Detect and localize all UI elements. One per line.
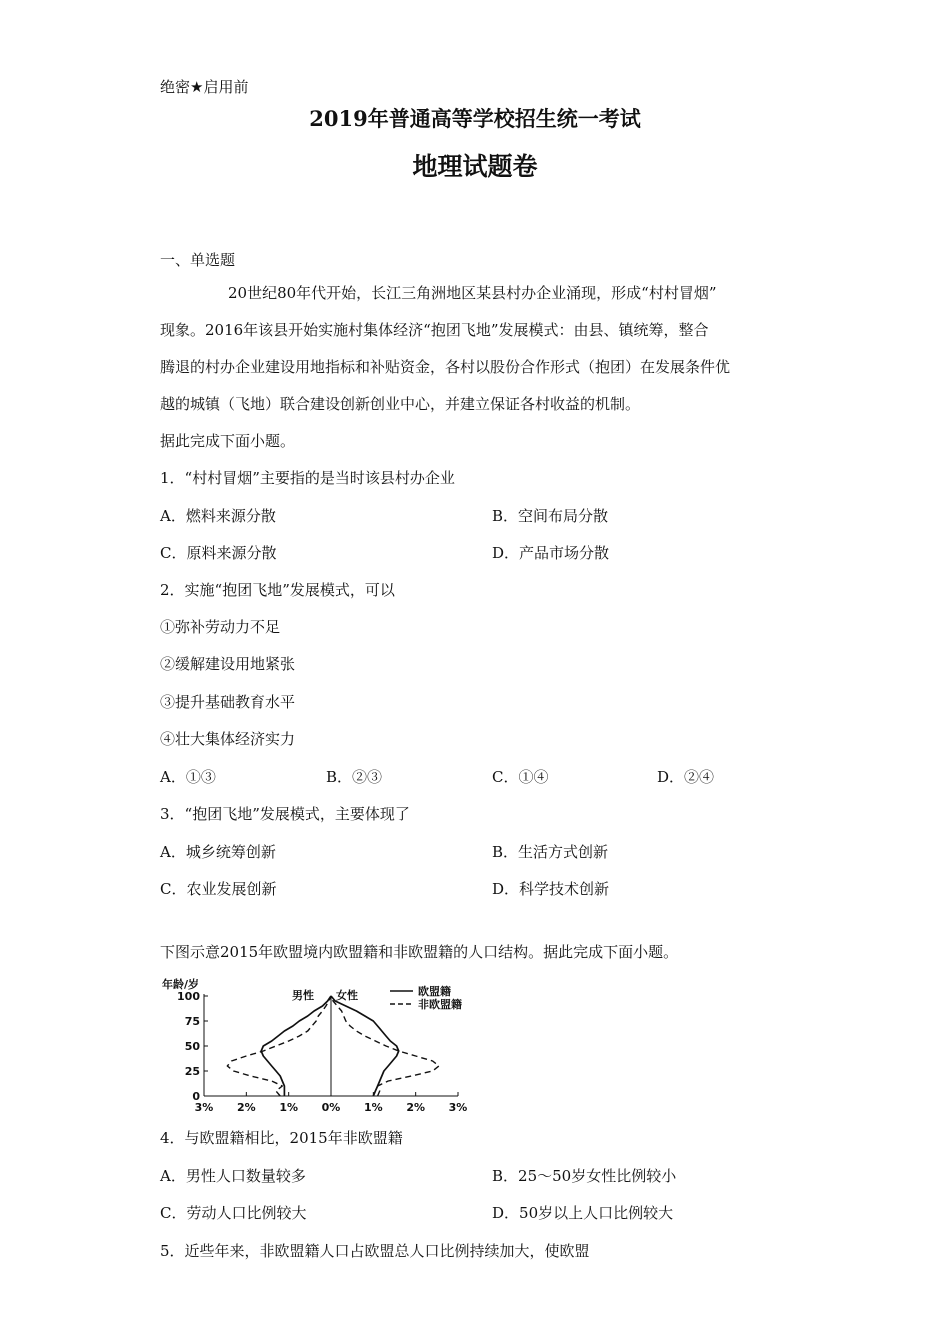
- q3-option-a: A．城乡统筹创新: [160, 843, 276, 861]
- q2-item: ③提升基础教育水平: [160, 693, 296, 711]
- x-tick-label: 1%: [363, 1101, 383, 1114]
- population-pyramid-chart: [158, 972, 488, 1118]
- x-tick-label: 2%: [406, 1101, 426, 1114]
- x-tick-label: 2%: [236, 1101, 256, 1114]
- y-axis-label: 年龄/岁: [162, 978, 200, 991]
- x-tick-label: 3%: [448, 1101, 468, 1114]
- q4-option-d: D．50岁以上人口比例较大: [492, 1204, 674, 1222]
- q2-item: ②缓解建设用地紧张: [160, 655, 296, 673]
- male-label: 男性: [292, 989, 314, 1002]
- y-tick-label: 0: [192, 1090, 200, 1103]
- legend-eu: 欧盟籍: [418, 985, 451, 998]
- question-3-stem: 3．“抱团飞地”发展模式，主要体现了: [160, 805, 410, 823]
- q2-option-c: C．①④: [492, 768, 549, 786]
- q2-option-a: A．①③: [160, 768, 216, 786]
- y-tick-label: 100: [177, 990, 200, 1003]
- passage-line: 腾退的村办企业建设用地指标和补贴资金，各村以股份合作形式（抱团）在发展条件优: [160, 358, 731, 376]
- question-2-stem: 2．实施“抱团飞地”发展模式，可以: [160, 581, 395, 599]
- q4-option-c: C．劳动人口比例较大: [160, 1204, 307, 1222]
- exam-title: 2019年普通高等学校招生统一考试: [309, 106, 641, 131]
- q1-option-d: D．产品市场分散: [492, 544, 610, 562]
- q3-option-d: D．科学技术创新: [492, 880, 610, 898]
- section-heading: 一、单选题: [160, 251, 236, 269]
- x-tick-label: 1%: [279, 1101, 299, 1114]
- confidential-mark: 绝密★启用前: [160, 78, 249, 96]
- female-label: 女性: [336, 989, 358, 1002]
- q1-option-c: C．原料来源分散: [160, 544, 277, 562]
- question-4-stem: 4．与欧盟籍相比，2015年非欧盟籍: [160, 1129, 403, 1147]
- q1-option-b: B．空间布局分散: [492, 507, 609, 525]
- q3-option-b: B．生活方式创新: [492, 843, 609, 861]
- exam-subtitle: 地理试题卷: [412, 152, 538, 181]
- x-tick-label: 3%: [194, 1101, 214, 1114]
- passage-instruction: 据此完成下面小题。: [160, 432, 296, 450]
- question-5-stem: 5．近些年来，非欧盟籍人口占欧盟总人口比例持续加大，使欧盟: [160, 1242, 590, 1260]
- q2-item: ①弥补劳动力不足: [160, 618, 281, 636]
- y-tick-label: 50: [184, 1040, 200, 1053]
- eu-male-line: [261, 996, 331, 1096]
- q4-option-a: A．男性人口数量较多: [160, 1167, 306, 1185]
- y-tick-label: 25: [184, 1065, 200, 1078]
- q2-item: ④壮大集体经济实力: [160, 730, 296, 748]
- q2-option-d: D．②④: [657, 768, 715, 786]
- passage-line: 越的城镇（飞地）联合建设创新创业中心，并建立保证各村收益的机制。: [160, 395, 641, 413]
- q2-option-b: B．②③: [326, 768, 383, 786]
- passage-line: 20世纪80年代开始，长江三角洲地区某县村办企业涌现，形成“村村冒烟”: [228, 284, 717, 302]
- q3-option-c: C．农业发展创新: [160, 880, 277, 898]
- y-tick-label: 75: [184, 1015, 200, 1028]
- x-tick-label: 0%: [321, 1101, 341, 1114]
- q1-option-a: A．燃料来源分散: [160, 507, 276, 525]
- question-1-stem: 1．“村村冒烟”主要指的是当时该县村办企业: [160, 469, 455, 487]
- legend: [390, 984, 462, 1011]
- non-eu-female-line: [331, 996, 439, 1096]
- legend-non-eu: 非欧盟籍: [418, 998, 462, 1011]
- passage-line: 现象。2016年该县开始实施村集体经济“抱团飞地”发展模式：由县、镇统筹，整合: [160, 321, 709, 339]
- q4-option-b: B．25～50岁女性比例较小: [492, 1167, 677, 1185]
- chart-intro: 下图示意2015年欧盟境内欧盟籍和非欧盟籍的人口结构。据此完成下面小题。: [160, 943, 679, 961]
